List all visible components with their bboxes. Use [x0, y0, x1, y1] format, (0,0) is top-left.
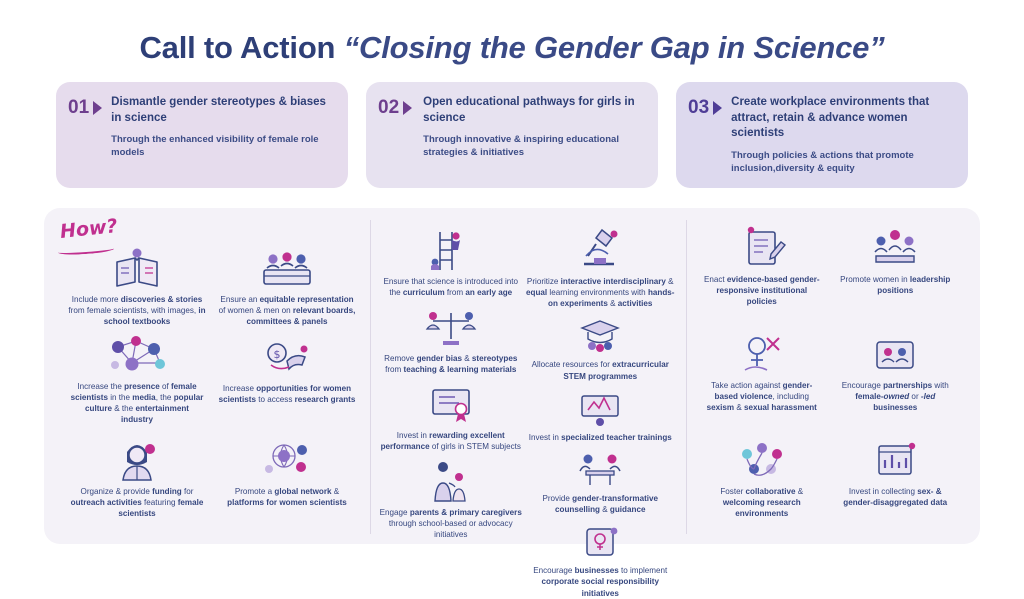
how-item [212, 220, 362, 327]
award-certificate-icon [421, 380, 481, 426]
how-item [212, 426, 362, 529]
pillar-heading-3: Create workplace environments that attract, retain & advance women scientists [731, 96, 930, 140]
column-2 [370, 220, 686, 598]
pillar-subheading-1: Through the enhanced visibility of female role models [111, 134, 319, 159]
page-title [0, 0, 1024, 66]
how-item-caption: Enact evidence-based gender-responsive institutional policies [703, 275, 820, 307]
how-item-caption: Provide gender-transformative counselling & guidance [542, 493, 659, 515]
gender-balance-icon [421, 303, 481, 349]
arrow-right-icon [93, 101, 102, 115]
policy-document-icon [735, 224, 789, 270]
pillar-heading-1: Dismantle gender stereotypes & biases in science [111, 96, 326, 124]
how-item [62, 220, 212, 327]
media-network-icon [102, 333, 172, 377]
how-item [829, 220, 963, 326]
child-ladder-icon [426, 226, 476, 272]
how-item-caption: Encourage partnerships with female-owned or -led businesses [841, 381, 949, 413]
how-item-caption: Invest in rewarding excellent performance of girls in STEM subjects [380, 430, 521, 451]
microscope-icon [572, 226, 628, 272]
how-item [695, 326, 829, 432]
pillar-card-1[interactable] [56, 82, 348, 188]
pillar-card-2[interactable] [366, 82, 658, 188]
pillar-card-3[interactable] [676, 82, 968, 188]
svg-text:$: $ [273, 348, 281, 361]
arrow-right-icon [403, 101, 412, 115]
research-grant-icon [257, 333, 317, 379]
pillars-row [56, 82, 968, 188]
how-item [379, 226, 523, 298]
pillar-heading-2: Open educational pathways for girls in science [423, 96, 635, 124]
leadership-table-icon [866, 224, 924, 270]
how-item [62, 323, 212, 426]
panel-board-icon [257, 246, 317, 290]
how-item-caption: Invest in specialized teacher trainings [528, 432, 672, 442]
how-item [523, 515, 678, 598]
how-item-caption: Promote women in leadership positions [840, 275, 951, 296]
how-item [212, 323, 362, 426]
how-item [62, 426, 212, 529]
how-item [523, 382, 678, 443]
how-item [523, 226, 678, 309]
how-item-caption: Take action against gender-based violence, including sexism & sexual harassment [706, 381, 817, 413]
stop-violence-icon [733, 330, 791, 376]
how-item-caption: Invest in collecting sex- & gender-disaggregated data [843, 487, 948, 508]
how-item-caption: Ensure an equitable representation of women & men on relevant boards, committees & panels [218, 295, 356, 327]
how-item-caption: Prioritize interactive interdisciplinary & equal learning environments with hands-on experiments & activities [526, 277, 675, 309]
business-responsibility-icon [573, 515, 627, 561]
how-item-caption: Include more discoveries & stories from female scientists, with images, in school textbooks [68, 295, 206, 327]
how-item [829, 432, 963, 538]
pillar-number-3 [688, 95, 722, 119]
pillar-number-2 [378, 95, 412, 119]
how-item-caption: Engage parents & primary caregivers through school-based or advocacy initiatives [379, 507, 522, 539]
how-item-caption: Promote a global network & platforms for women scientists [227, 487, 347, 508]
data-chart-icon [867, 436, 923, 482]
teacher-training-icon [572, 382, 628, 428]
pillar-number-3-text: 03 [688, 97, 710, 118]
how-item-caption: Increase opportunities for women scientists to access research grants [218, 384, 356, 405]
how-item-caption: Encourage businesses to implement corporate social responsibility initiatives [533, 566, 668, 598]
how-item-caption: Allocate resources for extracurricular STEM programmes [531, 360, 669, 381]
how-item-caption: Increase the presence of female scientists in the media, the popular culture & the entertainment industry [70, 382, 204, 425]
collaboration-icon [731, 436, 793, 482]
pillar-subheading-2: Through innovative & inspiring educational strategies & initiatives [423, 134, 619, 159]
counselling-icon [572, 443, 628, 489]
title-quoted: “Closing the Gender Gap in Science” [343, 30, 885, 65]
how-item [379, 457, 523, 540]
arrow-right-icon [713, 101, 722, 115]
how-item [523, 309, 678, 381]
how-label: How? [59, 215, 119, 243]
column-3 [686, 220, 970, 534]
open-book-icon [109, 246, 165, 290]
pillar-number-1 [68, 95, 102, 119]
how-item [379, 380, 523, 452]
how-item [695, 220, 829, 326]
how-item-caption: Ensure that science is introduced into the curriculum from an early age [383, 277, 519, 298]
pillar-subheading-3: Through policies & actions that promote inclusion,diversity & equity [731, 149, 914, 174]
how-item-caption: Foster collaborative & welcoming research environments [720, 487, 804, 519]
how-item [379, 303, 523, 375]
how-item [695, 432, 829, 538]
column-1 [54, 220, 370, 534]
female-scientist-icon [109, 436, 165, 482]
pillar-number-2-text: 02 [378, 97, 400, 118]
how-panel [44, 208, 980, 598]
global-network-icon [257, 436, 317, 482]
stem-programme-icon [572, 309, 628, 355]
pillar-number-1-text: 01 [68, 97, 90, 118]
title-main: Call to Action [139, 30, 344, 65]
partnership-handshake-icon [867, 330, 923, 376]
how-item [523, 443, 678, 515]
how-item [829, 326, 963, 432]
parent-child-icon [423, 457, 479, 503]
how-item-caption: Remove gender bias & stereotypes from teaching & learning materials [384, 353, 518, 374]
how-item-caption: Organize & provide funding for outreach activities featuring female scientists [70, 487, 204, 519]
